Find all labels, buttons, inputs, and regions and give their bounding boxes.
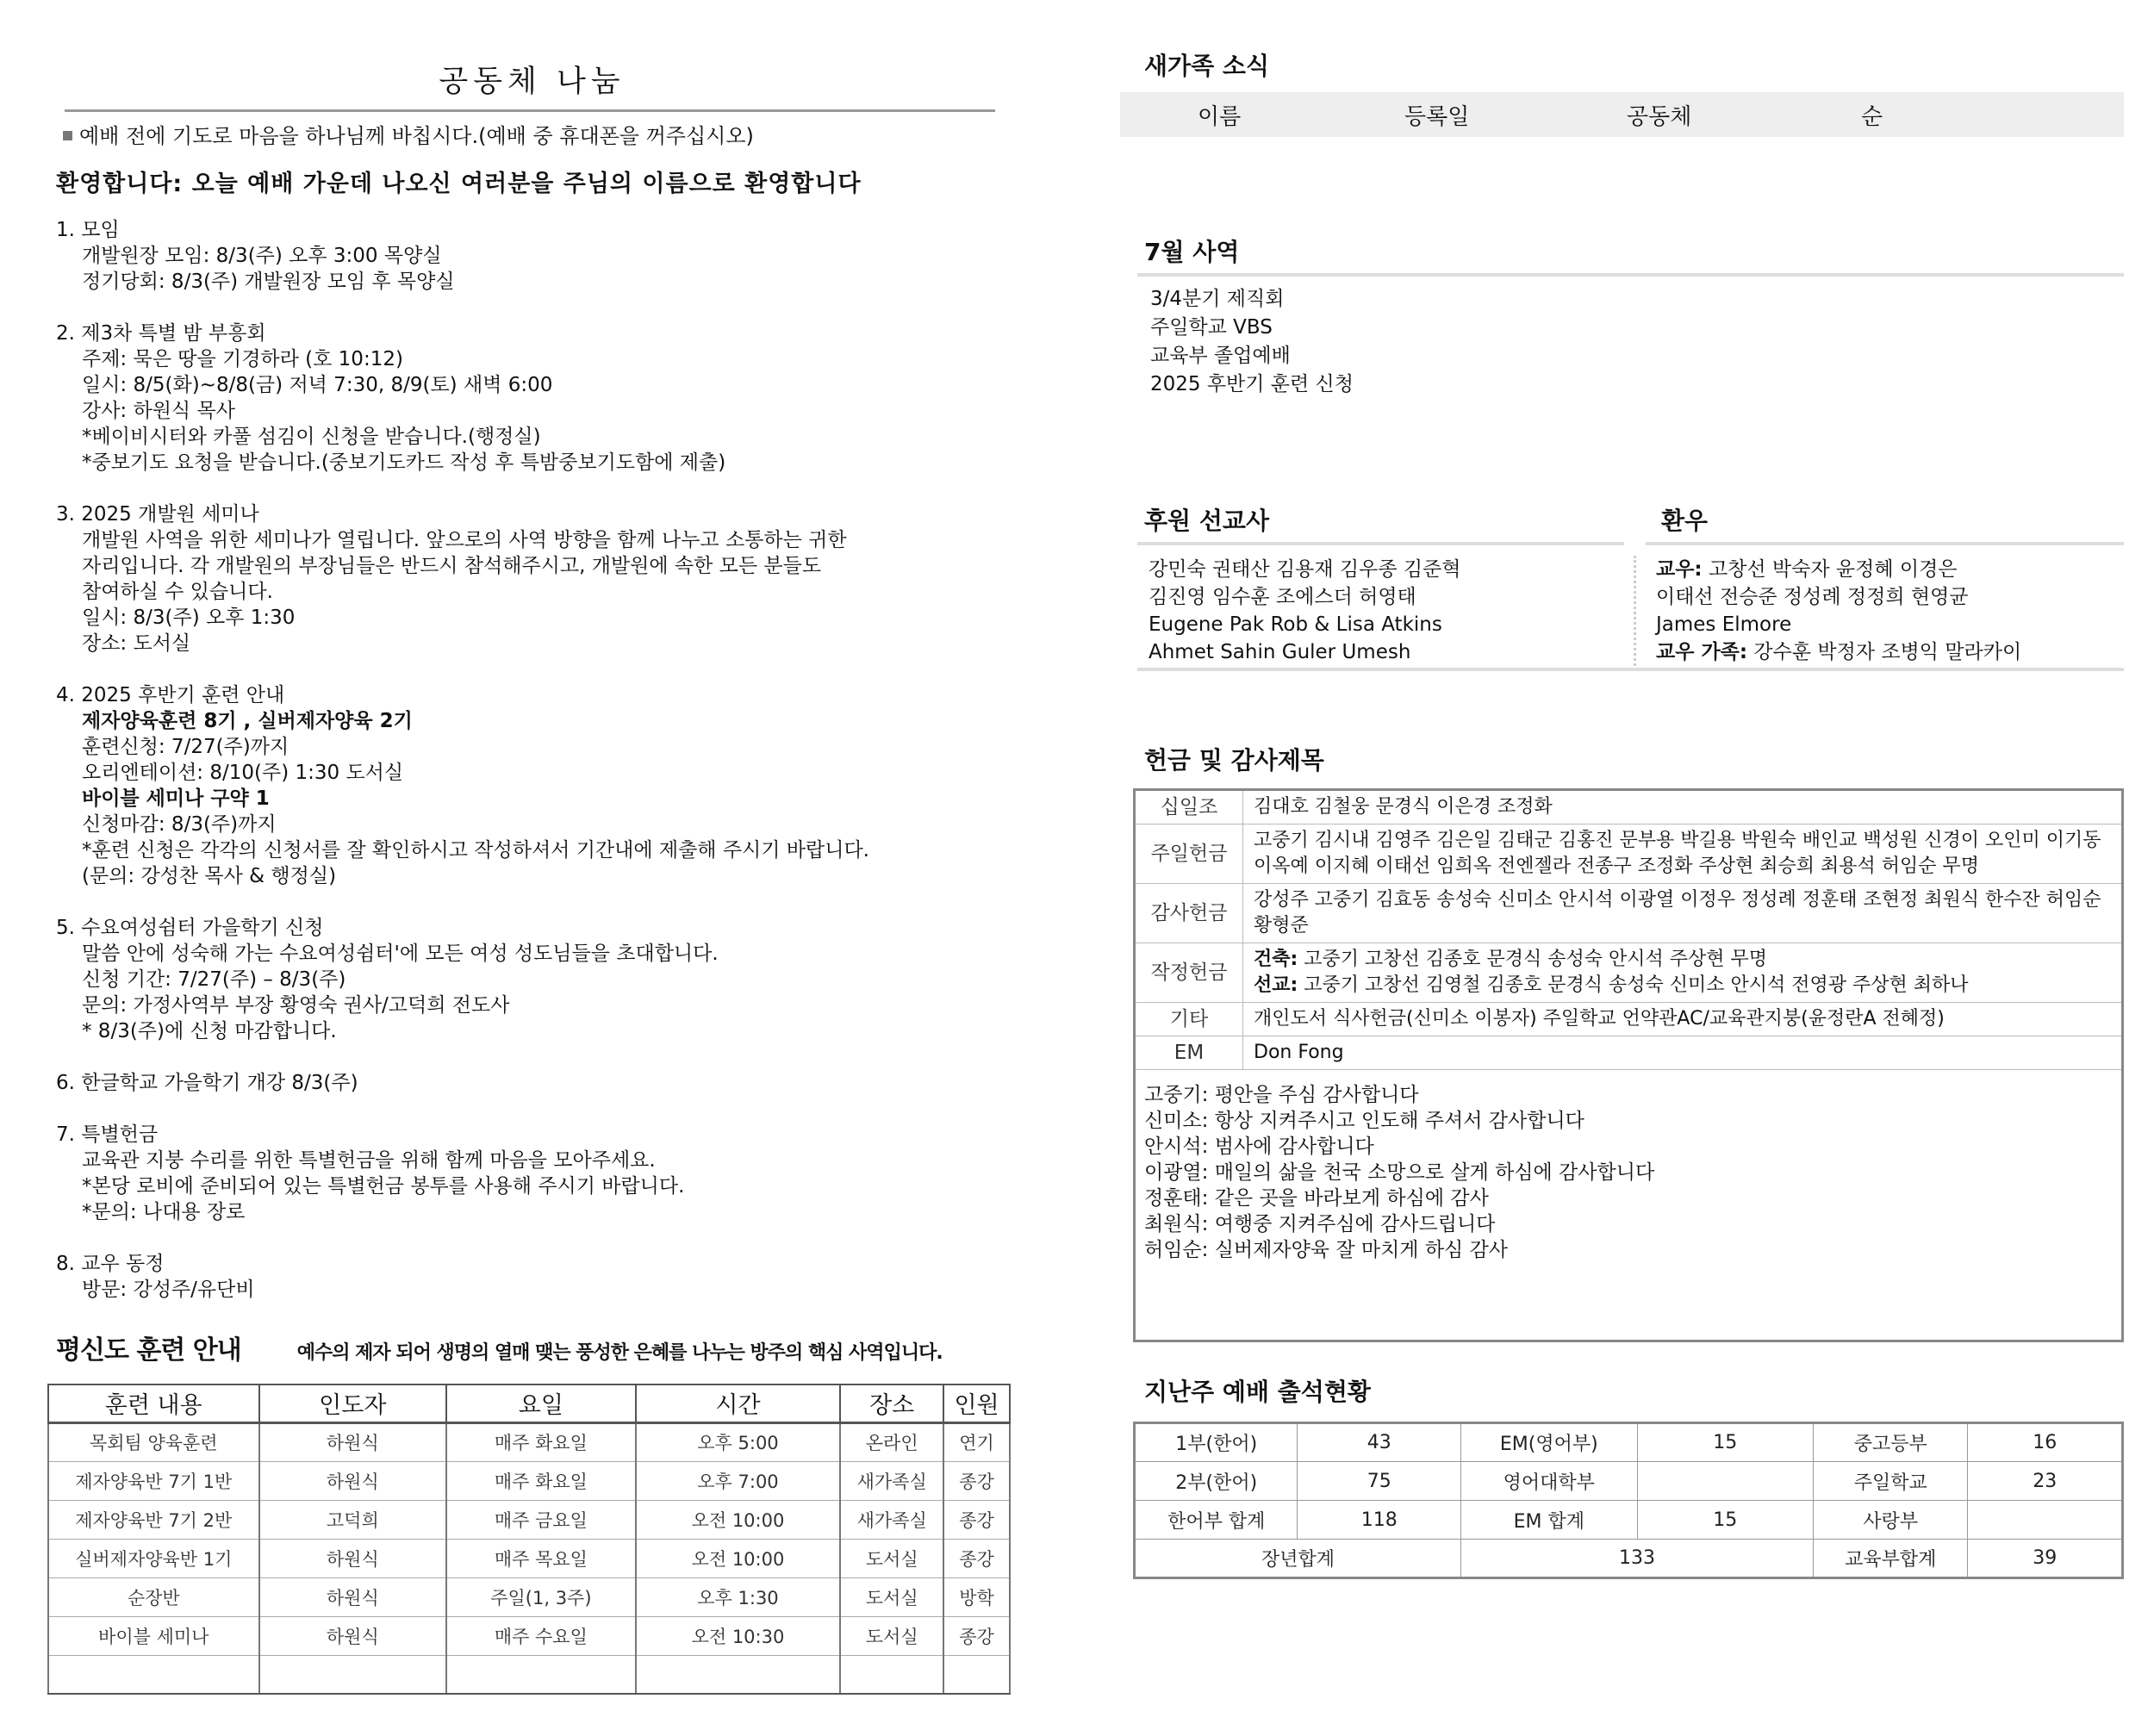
table-cell [48, 1655, 259, 1694]
attendance-total-row [1135, 1540, 2123, 1578]
table-cell: 제자양육반 7기 2반 [48, 1500, 259, 1539]
attendance-cell: 15 [1637, 1423, 1813, 1462]
offering-value: 개인도서 식사헌금(신미소 이봉자) 주일학교 언약관AC/교육관지붕(윤정란A 전혜정) [1243, 1003, 2123, 1036]
missionary-line: 김진영 임수훈 조에스더 허영태 [1149, 586, 1416, 608]
attendance-cell: 1부(한어) [1135, 1423, 1298, 1462]
attendance-total-cell: 장년합계 [1135, 1540, 1461, 1578]
table-cell: 새가족실 [840, 1461, 943, 1500]
patients-column [1646, 502, 2124, 666]
missionary-divider [1137, 542, 1624, 545]
announcement-item [56, 682, 1017, 889]
table-row [48, 1539, 1010, 1577]
attendance-total-cell: 133 [1461, 1540, 1814, 1578]
announcement-item [56, 915, 1017, 1044]
attendance-cell: 118 [1298, 1501, 1461, 1540]
attendance-cell: EM 합계 [1461, 1501, 1638, 1540]
training-col-header: 훈련 내용 [48, 1384, 259, 1422]
missionary-line: 강민숙 권태산 김용재 김우종 김준혁 [1149, 558, 1461, 581]
july-ministry-section [1120, 233, 2124, 399]
patient-line [1656, 638, 2124, 666]
offering-key: EM [1135, 1036, 1243, 1070]
patients-divider [1646, 542, 2124, 545]
training-col-header: 인원 [943, 1384, 1010, 1422]
thanks-cell [1135, 1070, 2123, 1341]
attendance-cell: 75 [1298, 1462, 1461, 1501]
training-col-header: 인도자 [259, 1384, 447, 1422]
missionary-patient-section [1120, 502, 2124, 666]
table-cell: 주일(1, 3주) [446, 1577, 636, 1616]
thanks-line: 정훈태: 같은 곳을 바라보게 하심에 감사 [1144, 1187, 1489, 1210]
announcement-line: 자리입니다. 각 개발원의 부장님들은 반드시 참석해주시고, 개발원에 속한 모든 분들도 [82, 555, 822, 577]
missionary-column [1120, 502, 1624, 666]
table-cell: 오후 7:00 [636, 1461, 841, 1500]
table-cell: 매주 화요일 [446, 1422, 636, 1461]
table-cell: 매주 금요일 [446, 1500, 636, 1539]
attendance-total-cell: 교육부합계 [1813, 1540, 1967, 1578]
announcement-item [56, 1122, 1017, 1225]
table-cell: 종강 [943, 1500, 1010, 1539]
announcement-line: *중보기도 요청을 받습니다.(중보기도카드 작성 후 특밤중보기도함에 제출) [82, 451, 726, 474]
training-title: 평신도 훈련 안내 [56, 1335, 241, 1366]
missionary-title: 후원 선교사 [1144, 507, 1269, 535]
table-cell: 오전 10:00 [636, 1539, 841, 1577]
table-cell: 목회팀 양육훈련 [48, 1422, 259, 1461]
patient-names: 이태선 전승준 정성례 정정희 현영균 [1656, 586, 1969, 608]
missionary-line: Eugene Pak Rob & Lisa Atkins [1149, 613, 1442, 636]
patients-list [1656, 556, 2124, 666]
announcement-line: 주제: 묵은 땅을 기경하라 (호 10:12) [82, 348, 403, 370]
announcement-item [56, 217, 1017, 295]
table-cell: 도서실 [840, 1539, 943, 1577]
notice-text: 예배 전에 기도로 마음을 하나님께 바칩시다.(예배 중 휴대폰을 꺼주십시오) [79, 124, 754, 148]
thanks-line: 고중기: 평안을 주심 감사합니다 [1144, 1084, 1419, 1106]
table-row [48, 1500, 1010, 1539]
left-column [47, 47, 1017, 1695]
thanks-line: 신미소: 항상 지켜주시고 인도해 주셔서 감사합니다 [1144, 1110, 1584, 1132]
table-cell: 매주 수요일 [446, 1616, 636, 1655]
right-column [1120, 47, 2124, 1579]
table-cell: 고덕희 [259, 1500, 447, 1539]
thanks-line: 안시석: 범사에 감사합니다 [1144, 1136, 1374, 1158]
new-family-col-date: 등록일 [1404, 103, 1470, 130]
offering-row [1135, 884, 2123, 943]
attendance-row [1135, 1462, 2123, 1501]
announcements [56, 217, 1017, 1303]
offering-row [1135, 1036, 2123, 1070]
missionary-list [1149, 556, 1624, 666]
patient-line [1656, 611, 2124, 638]
table-cell [840, 1655, 943, 1694]
dotted-separator [1634, 556, 1636, 666]
table-cell: 종강 [943, 1616, 1010, 1655]
offering-row [1135, 1003, 2123, 1036]
title-divider [65, 109, 995, 112]
announcement-line: 개발원장 모임: 8/3(주) 오후 3:00 목양실 [82, 245, 442, 267]
list-item: 3/4분기 제직회 [1150, 288, 1285, 310]
table-cell: 제자양육반 7기 1반 [48, 1461, 259, 1500]
july-ministry-list [1150, 285, 2124, 399]
announcement-item [56, 320, 1017, 476]
training-col-header: 요일 [446, 1384, 636, 1422]
table-row [48, 1461, 1010, 1500]
offering-value: 고중기 김시내 김영주 김은일 김태군 김홍진 문부용 박길용 박원숙 배인교 백성원 신경이 오인미 이기동 이옥예 이지혜 이태선 임희옥 전엔젤라 전종구 조정화 주상현 최승희 최용석 허임순 무명 [1243, 824, 2123, 884]
offering-row [1135, 824, 2123, 884]
patient-names: 고창선 박숙자 윤정혜 이경은 [1702, 558, 1958, 581]
attendance-cell: 16 [1968, 1423, 2123, 1462]
thanks-row [1135, 1070, 2123, 1341]
patient-label: 교우: [1656, 558, 1703, 581]
table-cell: 종강 [943, 1539, 1010, 1577]
table-cell: 도서실 [840, 1577, 943, 1616]
patients-title: 환우 [1661, 507, 1709, 535]
announcement-heading: 8. 교우 동정 [56, 1253, 165, 1275]
table-cell: 매주 화요일 [446, 1461, 636, 1500]
attendance-cell: 주일학교 [1813, 1462, 1967, 1501]
pledge-label: 선교: [1254, 974, 1298, 996]
table-cell: 방학 [943, 1577, 1010, 1616]
table-cell: 새가족실 [840, 1500, 943, 1539]
announcement-heading: 6. 한글학교 가을학기 개강 8/3(주) [56, 1072, 358, 1094]
offering-value [1243, 943, 2123, 1003]
new-family-col-group: 순 [1861, 103, 1883, 130]
offering-key: 십일조 [1135, 790, 1243, 824]
table-cell: 하원식 [259, 1577, 447, 1616]
training-subtitle: 예수의 제자 되어 생명의 열매 맺는 풍성한 은혜를 나누는 방주의 핵심 사역입니다. [296, 1342, 943, 1364]
attendance-cell: 43 [1298, 1423, 1461, 1462]
new-family-col-name: 이름 [1198, 103, 1242, 130]
training-header [47, 1328, 1017, 1366]
table-cell: 도서실 [840, 1616, 943, 1655]
announcement-line: 정기당회: 8/3(주) 개발원장 모임 후 목양실 [82, 271, 455, 293]
announcement-line: 장소: 도서실 [82, 632, 191, 655]
training-col-header: 장소 [840, 1384, 943, 1422]
announcement-line: * 8/3(주)에 신청 마감합니다. [82, 1020, 337, 1042]
july-ministry-title: 7월 사역 [1144, 238, 1240, 266]
offering-row [1135, 790, 2123, 824]
table-cell: 오전 10:00 [636, 1500, 841, 1539]
offering-key: 기타 [1135, 1003, 1243, 1036]
announcement-line: *문의: 나대용 장로 [82, 1201, 246, 1223]
announcement-line: *훈련 신청은 각각의 신청서를 잘 확인하시고 작성하셔서 기간내에 제출해 주시기 바랍니다. [82, 839, 869, 862]
thanks-line: 이광열: 매일의 삶을 천국 소망으로 살게 하심에 감사합니다 [1144, 1161, 1655, 1184]
attendance-cell: 중고등부 [1813, 1423, 1967, 1462]
thanks-line: 허임순: 실버제자양육 잘 마치게 하심 감사 [1144, 1239, 1509, 1261]
patient-names: James Elmore [1656, 613, 1792, 636]
offering-row [1135, 943, 2123, 1003]
attendance-table [1133, 1422, 2124, 1579]
attendance-cell: EM(영어부) [1461, 1423, 1638, 1462]
offering-section [1120, 742, 2124, 1342]
attendance-cell [1968, 1501, 2123, 1540]
table-cell: 종강 [943, 1461, 1010, 1500]
announcement-heading: 1. 모임 [56, 219, 120, 241]
announcement-heading: 4. 2025 후반기 훈련 안내 [56, 684, 285, 706]
announcement-item [56, 1251, 1017, 1303]
list-item: 2025 후반기 훈련 신청 [1150, 373, 1354, 395]
attendance-total-cell: 39 [1968, 1540, 2123, 1578]
new-family-title: 새가족 소식 [1144, 52, 1269, 80]
announcement-item [56, 501, 1017, 656]
announcement-line: 제자양육훈련 8기 , 실버제자양육 2기 [82, 710, 413, 732]
table-cell: 하원식 [259, 1616, 447, 1655]
missionary-line: Ahmet Sahin Guler Umesh [1149, 641, 1411, 663]
table-cell: 오전 10:30 [636, 1616, 841, 1655]
offering-key: 작정헌금 [1135, 943, 1243, 1003]
pledge-line [1254, 973, 2111, 999]
offering-table [1133, 788, 2124, 1342]
patient-line [1656, 556, 2124, 583]
announcement-heading: 7. 특별헌금 [56, 1123, 159, 1146]
offering-value: 김대호 김철웅 문경식 이은경 조정화 [1243, 790, 2123, 824]
announcement-line: *베이비시터와 카풀 섬김이 신청을 받습니다.(행정실) [82, 426, 541, 448]
table-row [48, 1577, 1010, 1616]
welcome-text: 환영합니다: 오늘 예배 가운데 나오신 여러분을 주님의 이름으로 환영합니다 [56, 171, 862, 197]
table-cell: 실버제자양육반 1기 [48, 1539, 259, 1577]
announcement-item [56, 1070, 1017, 1096]
training-table [47, 1384, 1011, 1695]
table-cell: 오후 1:30 [636, 1577, 841, 1616]
announcement-line: 일시: 8/5(화)~8/8(금) 저녁 7:30, 8/9(토) 새벽 6:00 [82, 374, 553, 396]
offering-value: Don Fong [1243, 1036, 2123, 1070]
attendance-title: 지난주 예배 출석현황 [1144, 1378, 1371, 1406]
new-family-section [1120, 47, 2124, 137]
announcement-line: 교육관 지붕 수리를 위한 특별헌금을 위해 함께 마음을 모아주세요. [82, 1149, 656, 1172]
announcement-line: 오리엔테이션: 8/10(주) 1:30 도서실 [82, 762, 404, 784]
announcement-line: 신청마감: 8/3(주)까지 [82, 813, 277, 836]
announcement-heading: 3. 2025 개발원 세미나 [56, 503, 259, 526]
new-family-col-community: 공동체 [1627, 103, 1692, 130]
table-cell [636, 1655, 841, 1694]
pledge-names: 고중기 고창선 김종호 문경식 송성숙 안시석 주상현 무명 [1298, 949, 1768, 970]
table-cell: 하원식 [259, 1422, 447, 1461]
announcement-line: 강사: 하원식 목사 [82, 400, 235, 422]
attendance-cell: 2부(한어) [1135, 1462, 1298, 1501]
offering-key: 주일헌금 [1135, 824, 1243, 884]
table-cell: 바이블 세미나 [48, 1616, 259, 1655]
announcement-line: *본당 로비에 준비되어 있는 특별헌금 봉투를 사용해 주시기 바랍니다. [82, 1175, 685, 1198]
announcement-heading: 5. 수요여성쉼터 가을학기 신청 [56, 917, 324, 939]
thanks-line: 최원식: 여행중 지켜주심에 감사드립니다 [1144, 1213, 1496, 1235]
attendance-cell: 23 [1968, 1462, 2123, 1501]
list-item: 교육부 졸업예배 [1150, 345, 1291, 367]
announcement-line: 개발원 사역을 위한 세미나가 열립니다. 앞으로의 사역 방향을 함께 나누고 소통하는 귀한 [82, 529, 847, 551]
attendance-row [1135, 1423, 2123, 1462]
table-cell: 오후 5:00 [636, 1422, 841, 1461]
july-divider [1137, 273, 2124, 277]
offering-title: 헌금 및 감사제목 [1144, 746, 1324, 775]
announcement-heading: 2. 제3차 특별 밤 부흥회 [56, 322, 266, 345]
announcement-line: 바이블 세미나 구약 1 [82, 787, 270, 810]
pledge-names: 고중기 고창선 김영철 김종호 문경식 송성숙 신미소 안시석 전영광 주상현 최하나 [1298, 974, 1969, 996]
table-cell: 매주 목요일 [446, 1539, 636, 1577]
table-row [48, 1422, 1010, 1461]
attendance-cell: 영어대학부 [1461, 1462, 1638, 1501]
announcement-line: 문의: 가정사역부 부장 황영숙 권사/고덕희 전도사 [82, 994, 510, 1017]
table-cell [446, 1655, 636, 1694]
patient-label: 교우 가족: [1656, 641, 1748, 663]
table-row [48, 1616, 1010, 1655]
attendance-cell: 사랑부 [1813, 1501, 1967, 1540]
table-cell: 연기 [943, 1422, 1010, 1461]
attendance-section [1120, 1373, 2124, 1579]
announcement-line: 일시: 8/3(주) 오후 1:30 [82, 607, 296, 629]
table-cell: 하원식 [259, 1461, 447, 1500]
patient-names: 강수훈 박정자 조병익 말라카이 [1747, 641, 2022, 663]
pledge-line [1254, 947, 2111, 973]
announcement-line: 말씀 안에 성숙해 가는 수요여성쉼터'에 모든 여성 성도님들을 초대합니다. [82, 943, 719, 965]
announcement-line: 방문: 강성주/유단비 [82, 1279, 255, 1301]
announcement-line: 훈련신청: 7/27(주)까지 [82, 736, 289, 758]
pledge-label: 건축: [1254, 949, 1298, 970]
attendance-cell [1637, 1462, 1813, 1501]
table-cell: 온라인 [840, 1422, 943, 1461]
offering-key: 감사헌금 [1135, 884, 1243, 943]
list-item: 주일학교 VBS [1150, 316, 1273, 339]
square-bullet-icon [63, 131, 72, 140]
patient-line [1656, 583, 2124, 611]
new-family-header [1120, 92, 2124, 137]
attendance-cell: 15 [1637, 1501, 1813, 1540]
offering-value: 강성주 고중기 김효동 송성숙 신미소 안시석 이광열 이정우 정성례 정훈태 조현정 최원식 한수잔 허임순 황형준 [1243, 884, 2123, 943]
attendance-cell: 한어부 합계 [1135, 1501, 1298, 1540]
announcement-line: (문의: 강성찬 목사 & 행정실) [82, 865, 337, 887]
notice [63, 119, 1017, 149]
support-bottom-divider [1137, 668, 2124, 671]
table-row [48, 1655, 1010, 1694]
table-cell: 순장반 [48, 1577, 259, 1616]
attendance-row [1135, 1501, 2123, 1540]
table-cell: 하원식 [259, 1539, 447, 1577]
training-col-header: 시간 [636, 1384, 841, 1422]
announcement-line: 신청 기간: 7/27(주) – 8/3(주) [82, 968, 346, 991]
announcement-line: 참여하실 수 있습니다. [82, 581, 273, 603]
page-title: 공동체 나눔 [439, 65, 626, 99]
table-cell [259, 1655, 447, 1694]
table-cell [943, 1655, 1010, 1694]
